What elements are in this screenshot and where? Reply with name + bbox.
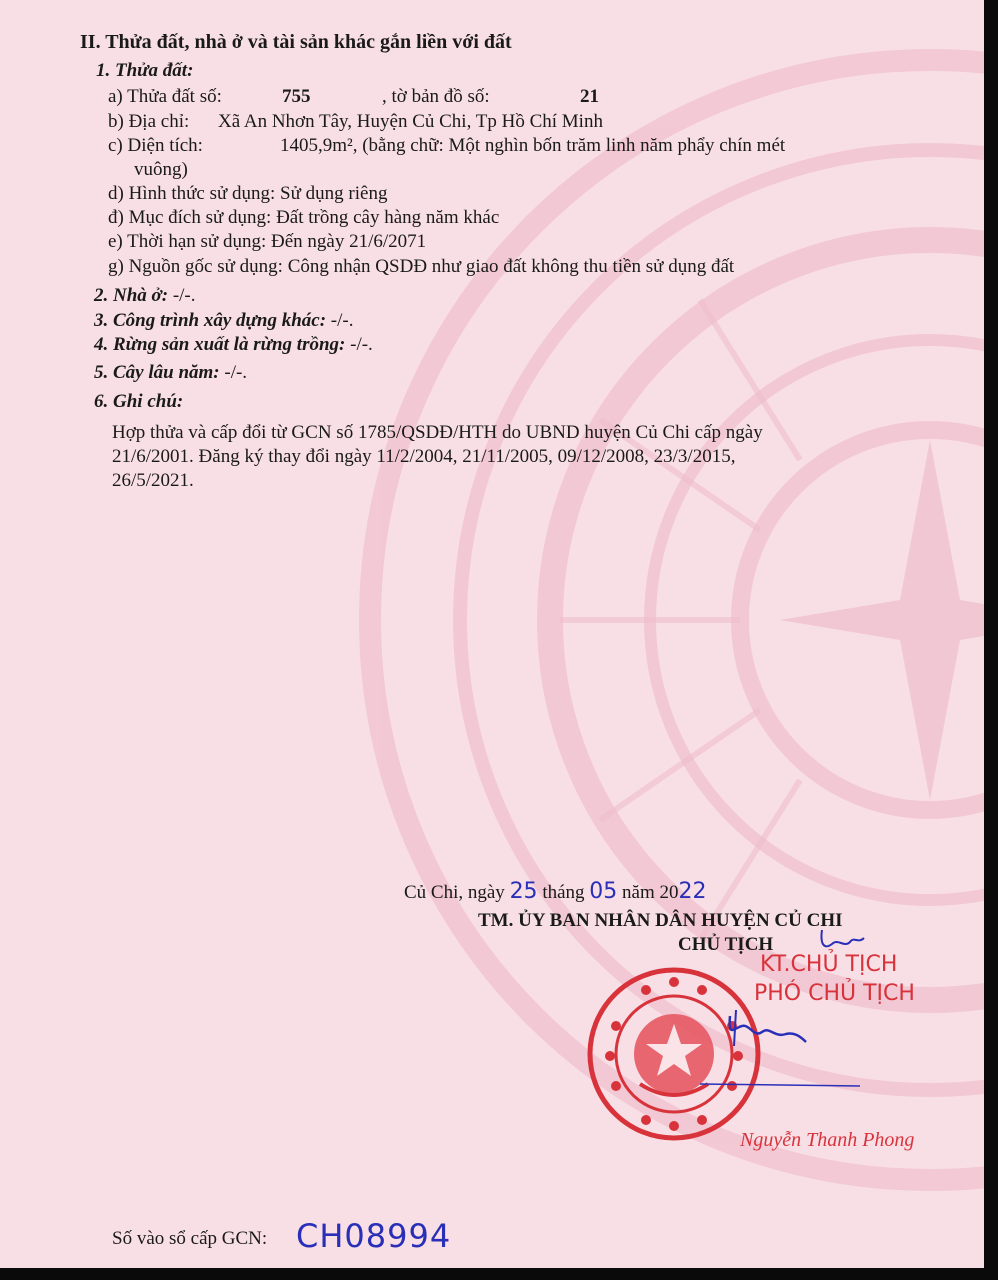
use-purpose: đ) Mục đích sử dụng: Đất trồng cây hàng năm khác — [108, 207, 500, 228]
parcel-label: a) Thửa đất số: — [108, 86, 222, 107]
chairman-title: CHỦ TỊCH — [678, 934, 774, 955]
forest-value: -/-. — [350, 334, 373, 355]
place-prefix: Củ Chi, ngày — [404, 882, 505, 903]
signing-date — [404, 880, 707, 905]
land-heading: 1. Thửa đất: — [96, 60, 194, 81]
notes-line: Hợp thửa và cấp đổi từ GCN số 1785/QSDĐ/HTH do UBND huyện Củ Chi cấp ngày — [112, 422, 763, 443]
perennial-value: -/-. — [224, 362, 248, 383]
date-year: 22 — [678, 879, 707, 904]
signer-name: Nguyễn Thanh Phong — [740, 1129, 915, 1151]
registry-number: CH08994 — [296, 1217, 452, 1255]
registry-label: Số vào sổ cấp GCN: — [112, 1228, 268, 1249]
map-label: , tờ bản đồ số: — [382, 86, 490, 107]
house-row — [94, 284, 196, 308]
area-value: 1405,9m², (bằng chữ: Một nghìn bốn trăm linh năm phẩy chín mét — [280, 135, 786, 156]
perennial-heading: 5. Cây lâu năm: — [94, 362, 220, 383]
notes-line: 21/6/2001. Đăng ký thay đổi ngày 11/2/2004, 21/11/2005, 09/12/2008, 23/3/2015, — [112, 446, 736, 467]
date-day: 25 — [509, 879, 538, 904]
forest-row — [94, 333, 373, 357]
year-label: năm 20 — [622, 882, 679, 903]
use-origin: g) Nguồn gốc sử dụng: Công nhận QSDĐ như giao đất không thu tiền sử dụng đất — [108, 256, 735, 277]
area-value-cont: vuông) — [134, 159, 188, 180]
use-form: d) Hình thức sử dụng: Sử dụng riêng — [108, 183, 388, 204]
construction-row — [94, 309, 353, 333]
section-title: II. Thửa đất, nhà ở và tài sản khác gắn liền với đất — [80, 31, 512, 53]
stamp-vice-chair: PHÓ CHỦ TỊCH — [754, 981, 915, 1006]
parcel-number: 755 — [282, 86, 311, 107]
address-label: b) Địa chỉ: — [108, 111, 190, 132]
authority-title: TM. ỦY BAN NHÂN DÂN HUYỆN CỦ CHI — [478, 910, 843, 931]
stamp-acting-chair: KT.CHỦ TỊCH — [760, 952, 898, 977]
area-label: c) Diện tích: — [108, 135, 203, 156]
notes-line: 26/5/2021. — [112, 470, 194, 491]
house-value: -/-. — [172, 285, 196, 306]
use-term: e) Thời hạn sử dụng: Đến ngày 21/6/2071 — [108, 231, 427, 252]
map-number: 21 — [580, 86, 599, 107]
month-label: tháng — [542, 882, 585, 903]
scan-edge-right — [984, 0, 998, 1280]
construction-value: -/-. — [330, 310, 354, 331]
house-heading: 2. Nhà ở: — [94, 285, 169, 306]
perennial-row — [94, 361, 247, 385]
signature-icon — [690, 998, 870, 1098]
notes-heading: 6. Ghi chú: — [94, 391, 184, 412]
construction-heading: 3. Công trình xây dựng khác: — [94, 310, 327, 331]
address-value: Xã An Nhơn Tây, Huyện Củ Chi, Tp Hồ Chí Minh — [218, 111, 603, 132]
forest-heading: 4. Rừng sản xuất là rừng trồng: — [94, 334, 346, 355]
scan-edge-bottom — [0, 1268, 998, 1280]
date-month: 05 — [589, 879, 618, 904]
